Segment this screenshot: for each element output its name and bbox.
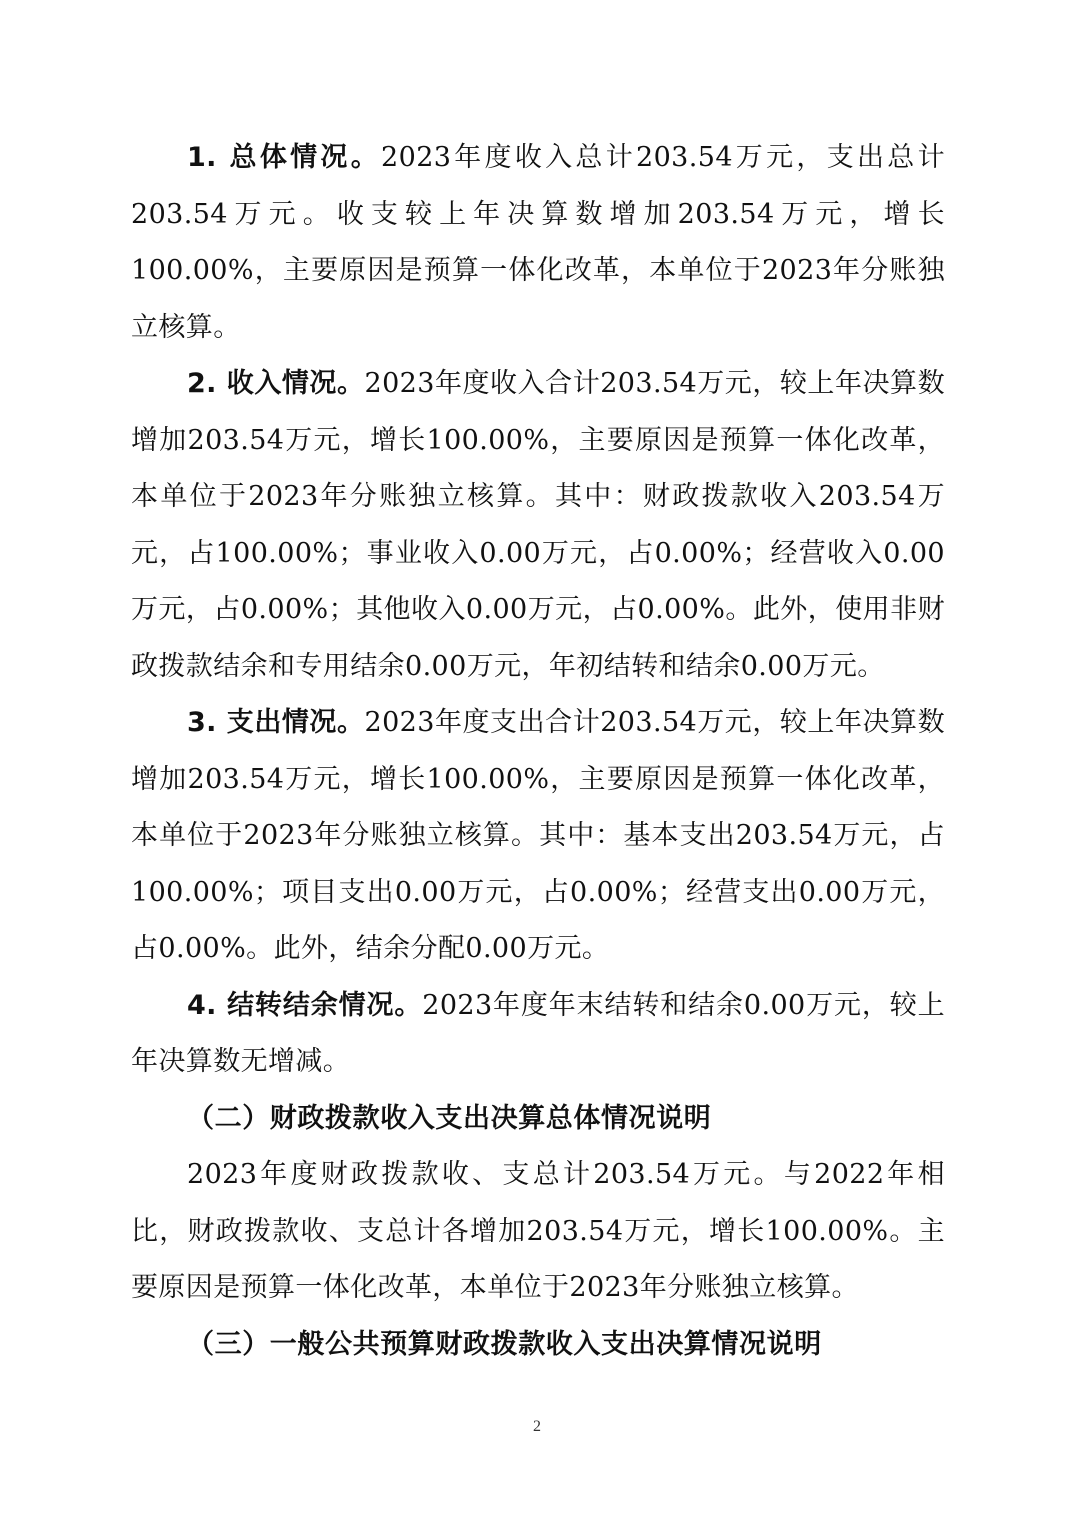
paragraph-body: 2023年度收入合计203.54万元，较上年决算数增加203.54万元，增长100.00%，主要原因是预算一体化改革，本单位于2023年分账独立核算。其中：财政拨款收入203.54万元，占100.00%；事业收入0.00万元，占0.00%；经营收入0.00万元，占0.00%；其他收入0.00万元，占0.00%。此外，使用非财政拨款结余和专用结余0.00万元，年初结转和结余0.00万元。 [131, 368, 945, 682]
paragraph-section-2: 2023年度财政拨款收、支总计203.54万元。与2022年相比，财政拨款收、支总计各增加203.54万元，增长100.00%。主要原因是预算一体化改革，本单位于2023年分账独立核算。 [131, 1159, 945, 1303]
paragraph-income [131, 356, 945, 695]
paragraph-overall [131, 130, 945, 356]
paragraph-lead: 3. 支出情况。 [187, 707, 365, 738]
paragraph-carryover [131, 978, 945, 1091]
section-heading-3: （三）一般公共预算财政拨款收入支出决算情况说明 [187, 1328, 822, 1360]
paragraph-body: 2023年度收入总计203.54万元，支出总计203.54万元。收支较上年决算数增加203.54万元，增长100.00%，主要原因是预算一体化改革，本单位于2023年分账独立核算。 [131, 142, 945, 343]
paragraph-lead: 4. 结转结余情况。 [187, 989, 423, 1021]
page-number: 2 [533, 1418, 541, 1435]
document-page [131, 130, 945, 1373]
paragraph-lead: 2. 收入情况。 [187, 368, 365, 399]
paragraph-body: 2023年度支出合计203.54万元，较上年决算数增加203.54万元，增长100.00%，主要原因是预算一体化改革，本单位于2023年分账独立核算。其中：基本支出203.54万元，占100.00%；项目支出0.00万元，占0.00%；经营支出0.00万元，占0.00%。此外，结余分配0.00万元。 [131, 707, 945, 964]
paragraph-expenditure [131, 695, 945, 978]
paragraph-lead: 1. 总体情况。 [187, 142, 382, 173]
paragraph-body: 2023年度年末结转和结余0.00万元，较上年决算数无增减。 [131, 989, 945, 1077]
section-heading-2: （二）财政拨款收入支出决算总体情况说明 [187, 1102, 712, 1134]
